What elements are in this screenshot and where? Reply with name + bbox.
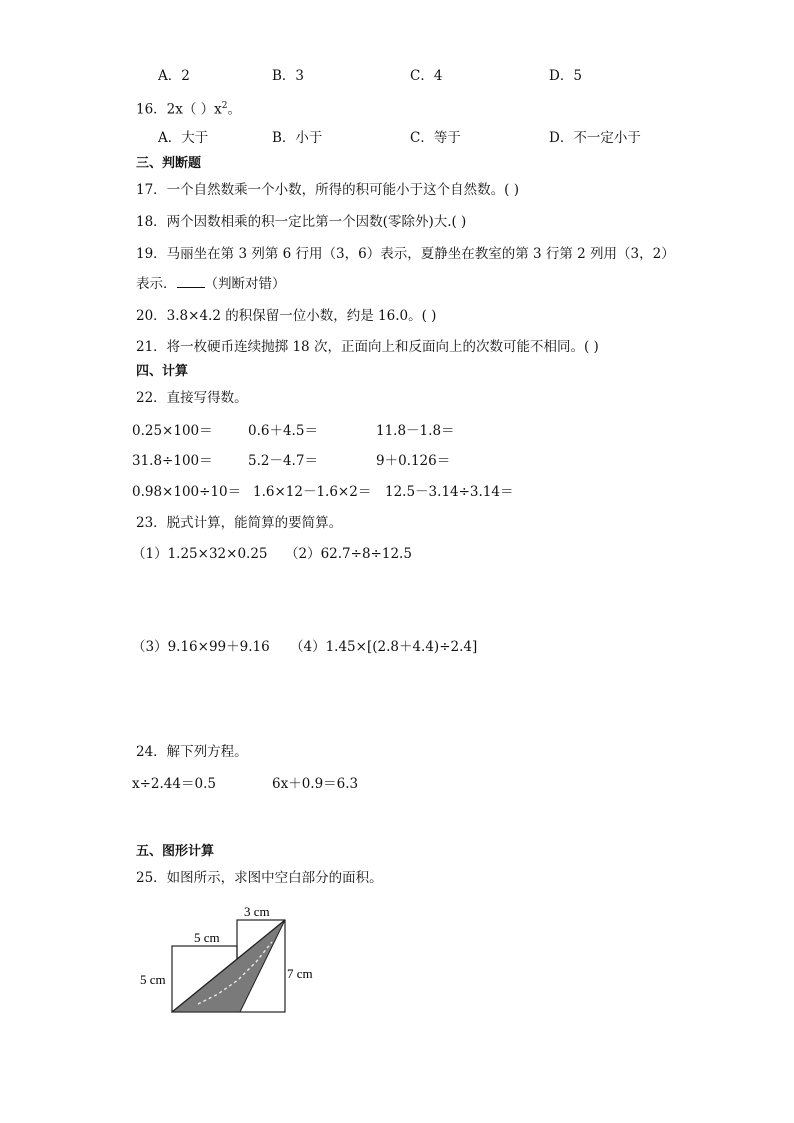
q22: 22．直接写得数。 bbox=[136, 390, 248, 406]
geometry-figure-svg bbox=[138, 900, 328, 1020]
section-heading-calculation: 四、计算 bbox=[136, 364, 189, 379]
q22-item: 5.2－4.7＝ bbox=[248, 453, 318, 469]
q15-option-b: B．3 bbox=[272, 68, 305, 84]
q16-stem: 16．2x（ ）$x^2$。 bbox=[136, 101, 242, 118]
q22-item: 11.8－1.8＝ bbox=[376, 423, 455, 439]
q23-item-3: （3）9.16×99＋9.16 bbox=[132, 639, 270, 655]
q23-item-4: （4）1.45×[(2.8＋4.4)÷2.4] bbox=[290, 639, 478, 655]
geometry-figure bbox=[138, 900, 328, 1020]
q15-option-c: C．4 bbox=[410, 68, 443, 84]
q16-option-a: A．大于 bbox=[158, 130, 209, 146]
q19-line1: 19．马丽坐在第 3 列第 6 行用（3，6）表示，夏静坐在教室的第 3 行第 2 列用（3，2） bbox=[136, 246, 675, 262]
section-heading-figure: 五、图形计算 bbox=[136, 844, 215, 859]
q20: 20．3.8×4.2 的积保留一位小数，约是 16.0。( ) bbox=[136, 308, 437, 324]
q16-option-b: B．小于 bbox=[272, 130, 323, 146]
q19-line2: 表示． （判断对错） bbox=[136, 276, 286, 292]
q22-item: 9＋0.126＝ bbox=[376, 453, 451, 469]
q22-item: 0.25×100＝ bbox=[132, 423, 213, 439]
q22-item: 0.98×100÷10＝ bbox=[132, 484, 242, 500]
q22-item: 0.6＋4.5＝ bbox=[248, 423, 318, 439]
q17: 17．一个自然数乘一个小数，所得的积可能小于这个自然数。( ) bbox=[136, 182, 520, 198]
answer-blank bbox=[177, 275, 205, 288]
q16-option-d: D．不一定小于 bbox=[549, 130, 641, 146]
label-top-3cm: 3 cm bbox=[244, 904, 270, 919]
q21: 21．将一枚硬币连续抛掷 18 次，正面向上和反面向上的次数可能不相同。( ) bbox=[136, 339, 599, 355]
q24-equation-1: x÷2.44＝0.5 bbox=[132, 776, 216, 792]
q15-option-a: A．2 bbox=[158, 68, 190, 84]
q23-item-1: （1）1.25×32×0.25 bbox=[132, 546, 268, 562]
q22-item: 31.8÷100＝ bbox=[132, 453, 213, 469]
q18: 18．两个因数相乘的积一定比第一个因数(零除外)大.( ) bbox=[136, 214, 467, 230]
q22-item: 12.5－3.14÷3.14＝ bbox=[385, 484, 514, 500]
q15-option-d: D．5 bbox=[549, 68, 582, 84]
label-right-7cm: 7 cm bbox=[287, 966, 313, 981]
q25: 25．如图所示，求图中空白部分的面积。 bbox=[136, 870, 383, 886]
q23-item-2: （2）62.7÷8÷12.5 bbox=[285, 546, 412, 562]
label-mid-5cm: 5 cm bbox=[194, 930, 220, 945]
q22-item: 1.6×12－1.6×2＝ bbox=[253, 484, 372, 500]
section-heading-judgment: 三、判断题 bbox=[136, 156, 202, 171]
q16-option-c: C．等于 bbox=[410, 130, 461, 146]
label-left-5cm: 5 cm bbox=[140, 972, 166, 987]
q24: 24．解下列方程。 bbox=[136, 744, 248, 760]
q23: 23．脱式计算，能简算的要简算。 bbox=[136, 515, 343, 531]
q24-equation-2: 6x＋0.9＝6.3 bbox=[272, 776, 359, 792]
